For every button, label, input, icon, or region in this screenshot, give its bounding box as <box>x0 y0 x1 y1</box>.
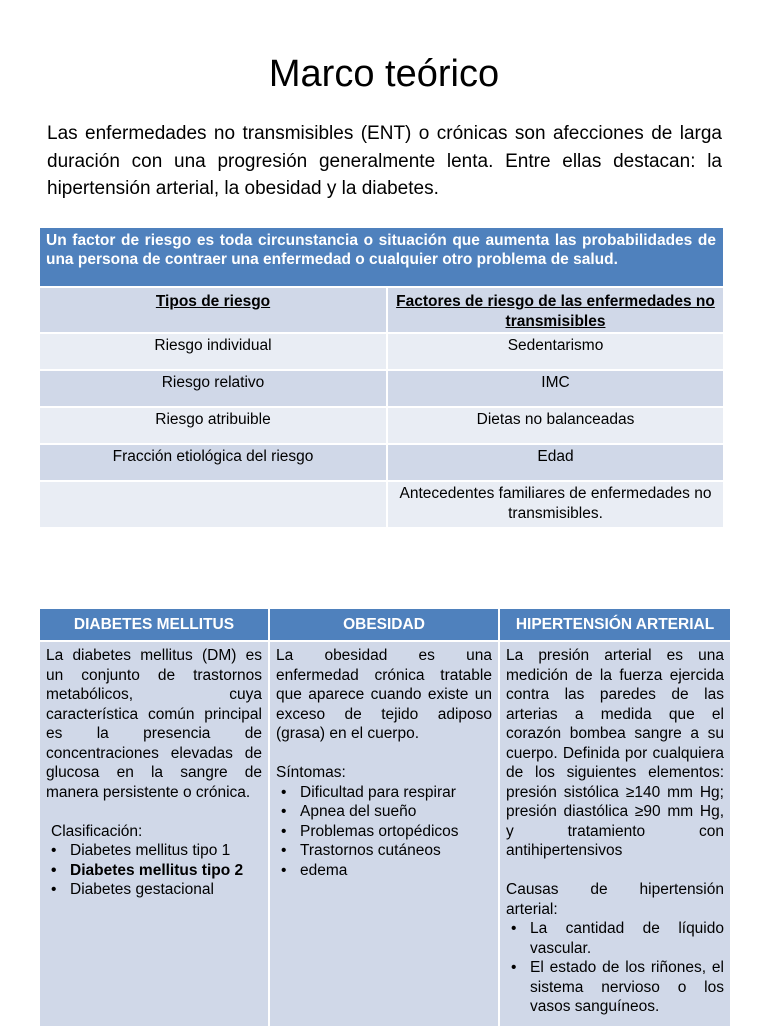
risk-type-cell: Fracción etiológica del riesgo <box>40 444 387 481</box>
risk-type-cell <box>40 481 387 527</box>
disease-table-body-row <box>40 641 730 1026</box>
list-item: • Diabetes gestacional <box>70 880 262 900</box>
risk-type-cell: Riesgo individual <box>40 333 387 370</box>
slide-title: Marco teórico <box>268 53 500 95</box>
obesity-description: La obesidad es una enfermedad crónica tratable que aparece cuando existe un exceso de tejido adiposo (grasa) en el cuerpo. <box>276 647 492 742</box>
diabetes-cell <box>40 641 269 1026</box>
table-row <box>40 444 723 481</box>
intro-paragraph: Las enfermedades no transmisibles (ENT) o crónicas son afecciones de larga duración con una progresión generalmente lenta. Entre ellas destacan: la hipertensión arterial, la obesidad y la diabetes. <box>47 123 722 199</box>
risk-table-header-row <box>40 287 723 333</box>
obesity-header: OBESIDAD <box>269 609 499 641</box>
list-item: • Dificultad para respirar <box>300 783 492 803</box>
hypertension-causes-list <box>506 919 724 1017</box>
list-item: • El estado de los riñones, el sistema nervioso o los vasos sanguíneos. <box>530 958 724 1017</box>
hypertension-description: La presión arterial es una medición de la fuerza ejercida contra las paredes de las arterias a medida que el corazón bombea sangre a su cuerpo. Definida por cualquiera de los siguientes elementos: presión sistólica ≥140 mm Hg; presión diastólica ≥90 mm Hg, y tratamiento con antihipertensivos <box>506 647 724 859</box>
diabetes-description: La diabetes mellitus (DM) es un conjunto de trastornos metabólicos, cuya característica común principal es la presencia de concentraciones elevadas de glucosa en la sangre de manera persistente o crónica. <box>46 647 262 801</box>
list-item: • Trastornos cutáneos <box>300 841 492 861</box>
table-row <box>40 481 723 527</box>
table-row <box>40 407 723 444</box>
obesity-symptoms-list <box>276 783 492 881</box>
list-item: • edema <box>300 861 492 881</box>
risk-type-cell: Riesgo relativo <box>40 370 387 407</box>
classification-label: Clasificación: <box>51 822 143 840</box>
risk-factor-cell: Edad <box>387 444 723 481</box>
hypertension-cell <box>499 641 730 1026</box>
list-item: • Diabetes mellitus tipo 2 <box>70 861 262 881</box>
obesity-cell <box>269 641 499 1026</box>
list-item: • La cantidad de líquido vascular. <box>530 919 724 958</box>
risk-types-header: Tipos de riesgo <box>40 287 387 333</box>
table-row <box>40 333 723 370</box>
diabetes-header: DIABETES MELLITUS <box>40 609 269 641</box>
risk-factor-table <box>40 228 723 527</box>
table-row <box>40 370 723 407</box>
hypertension-header: HIPERTENSIÓN ARTERIAL <box>499 609 730 641</box>
risk-definition-banner: Un factor de riesgo es toda circunstancia o situación que aumenta las probabilidades de una persona de contraer una enfermedad o cualquier otro problema de salud. <box>40 228 723 287</box>
risk-factor-cell: IMC <box>387 370 723 407</box>
ncd-factors-header: Factores de riesgo de las enfermedades no transmisibles <box>387 287 723 333</box>
risk-factor-cell: Sedentarismo <box>387 333 723 370</box>
disease-comparison-table <box>40 609 730 1026</box>
disease-table-header-row <box>40 609 730 641</box>
symptoms-label: Síntomas: <box>276 764 346 781</box>
risk-factor-cell: Dietas no balanceadas <box>387 407 723 444</box>
risk-factor-cell: Antecedentes familiares de enfermedades no transmisibles. <box>387 481 723 527</box>
risk-type-cell: Riesgo atribuible <box>40 407 387 444</box>
list-item: • Problemas ortopédicos <box>300 822 492 842</box>
causes-label: Causas de hipertensión arterial: <box>506 881 724 918</box>
diabetes-types-list <box>46 841 262 900</box>
list-item: • Apnea del sueño <box>300 802 492 822</box>
list-item: • Diabetes mellitus tipo 1 <box>70 841 262 861</box>
